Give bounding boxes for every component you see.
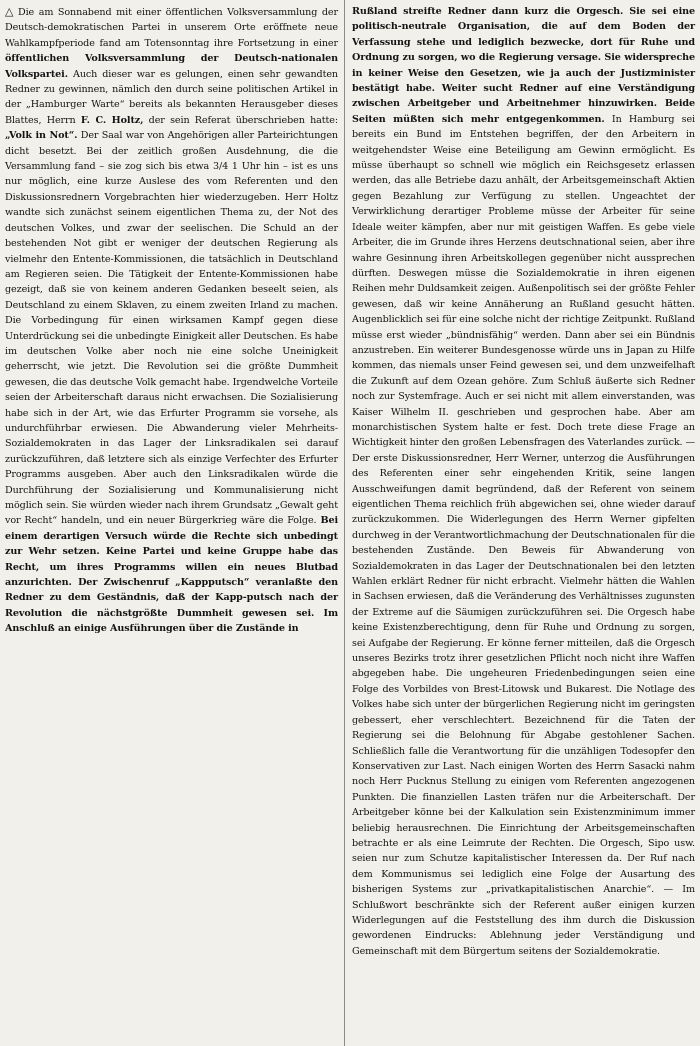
right-column: [352, 4, 695, 959]
intro-text: Die am Sonnabend mit einer öffentlichen Volksversammlung der Deutsch-demokratischen Partei in unserem Orte eröffnete neue Wahlkampfperiode fand am Totensonntag ihre Fortsetzung in einer: [5, 7, 338, 49]
bold-text-right-1: Rußland streifte Redner dann kurz die Orgesch. Sie sei eine politisch-neutrale Organisation, die auf dem Boden der Verfassung stehe und lediglich bezwecke, dort für Ruhe und Ordnung zu sorgen, wo die Regierung versage. Sie widerspreche in keiner Weise den Gesetzen, wie ja auch der Justizminister bestätigt habe. Weiter sucht Redner auf eine Verständigung zwischen Arbeitgeber und Arbeitnehmer hinzuwirken. Beide Seiten müßten sich mehr entgegenkommen.: [352, 6, 695, 125]
intro-text-3: der sein Referat überschrieben hatte:: [148, 114, 338, 126]
body-text-right-2: Der erste Diskussionsredner, Herr Werner, unterzog die Ausführungen des Referenten einer sehr eingehenden Kritik, seine langen Ausschweifungen damit begründend, daß der Referent von seinem eigentlichen Thema reichlich früh abgewichen sei, ohne wieder darauf zurückzukommen. Die Widerlegungen des Herrn Werner gipfelten durchweg in der Verantwortlichmachung der Deutschnationalen für die bestehenden Zustände. Den Beweis für Abwanderung von Sozialdemokraten in das Lager der Deutschnationalen bei den letzten Wahlen erklärt Redner für nicht erbracht. Vielmehr hätten die Wahlen in Sachsen erwiesen, daß die Veränderung des Verhältnisses zugunsten der Extreme auf die Säumigen zurückzuführen sei. Die Orgesch habe keine Existenzberechtigung, denn für Ruhe und Ordnung zu sorgen, sei Aufgabe der Regierung. Er könne ferner mitteilen, daß die Orgesch unseres Bezirks trotz ihrer gesetzlichen Pflicht noch nicht ihre Waffen abgegeben habe. Die ungeheuren Friedenbedingungen seien eine Folge des Vorbildes von Brest-Litowsk und Bukarest. Die Notlage des Volkes habe sich unter der bürgerlichen Regierung nicht im geringsten gebessert, eher verschlechtert. Bezeichnend für die Taten der Regierung sei die Belohnung für Abgabe gestohlener Sachen. Schließlich falle die Verantwortung für die unzähligen Todesopfer den Konservativen zur Last. Nach einigen Worten des Herrn Sasacki nahm noch Herr Pucknus Stellung zu einigen vom Referenten angezogenen Punkten. Die finanziellen Lasten träfen nur die Arbeiterschaft. Der Arbeitgeber könne bei der Kalkulation sein Existenzminimum immer beliebig herausrechnen. Die Einrichtung der Arbeitsgemeinschaften betrachte er als eine Leimrute der Rechten. Die Orgesch, Sipo usw. seien nur zum Schutze kapitalistischer Interessen da. Der Ruf nach dem Kommunismus sei lediglich eine Folge der Ausartung des bisherigen Systems zur „privatkapitalistischen Anarchie“.: [352, 452, 695, 896]
body-text-right-3: Im Schlußwort beschränkte sich der Referent außer einigen kurzen Widerlegungen auf die Feststellung des ihm durch die Diskussion gewordenen Eindrucks: Ablehnung jeder Verständigung und Gemeinschaft mit dem Bürgertum seitens der Sozialdemokratie.: [352, 884, 695, 957]
intro-text-2: Auch dieser war es gelungen, einen sehr gewandten Redner zu gewinnen, nämlich den durch seine politischen Artikel in der „Hamburger Warte“ bereits als bekannten Herausgeber dieses Blattes, Herrn: [5, 68, 338, 126]
body-text-left: Der Saal war von Angehörigen aller Parteirichtungen dicht besetzt. Bei der zeitlich großen Ausdehnung, die die Versammlung fand – sie zog sich bis etwa 3/4 1 Uhr hin – ist es uns nur möglich, eine kurze Auslese des vom Referenten und den Diskussionsrednern Vorgebrachten hier wiederzugeben. Herr Holtz wandte sich zunächst seinem eigentlichen Thema zu, der Not des deutschen Volkes, und zwar der seelischen. Die Schuld an der bestehenden Not gibt er weniger der deutschen Regierung als vielmehr den Entente-Kommissionen, die tatsächlich in Deutschland am Regieren seien. Die Tätigkeit der Entente-Kommissionen habe gezeigt, daß sie von keinem anderen Gedanken beseelt seien, als Deutschland zu einem Sklaven, zu einem zweiten Irland zu machen. Die Vorbedingung für einen wirksamen Kampf gegen diese Unterdrückung sei die unbedingte Einigkeit aller Deutschen. Es habe im deutschen Volke aber noch nie eine solche Uneinigkeit geherrscht, wie jetzt. Die Revolution sei die größte Dummheit gewesen, die das deutsche Volk gemacht habe. Irgendwelche Vorteile seien der Arbeiterschaft daraus nicht erwachsen. Die Sozialisierung habe sich in der Art, wie das Erfurter Programm sie vorsehe, als undurchführbar erwiesen. Die Abwanderung vieler Mehrheits-Sozialdemokraten in das Lager der Linksradikalen sei darauf zurückzuführen, daß letztere sich als einzige Verfechter des Erfurter Programms ausgeben. Aber auch den Linksradikalen würde die Durchführung der Sozialisierung und Kommunalisierung nicht möglich sein. Sie würden wieder nach ihrem Grundsatz „Gewalt geht vor Recht“ handeln, und ein neuer Bürgerkrieg wäre die Folge.: [5, 130, 339, 527]
right-paragraph: Rußland streifte Redner dann kurz die Orgesch. Sie sei eine politisch-neutrale Organisation, die auf dem Boden der Verfassung stehe und lediglich bezwecke, dort für Ruhe und Ordnung zu sorgen, wo die Regierung versage. Sie widerspreche in keiner Weise den Gesetzen, wie ja auch der Justizminister bestätigt habe. Weiter sucht Redner auf eine Verständigung zwischen Arbeitgeber und Arbeitnehmer hinzuwirken. Beide Seiten müßten sich mehr entgegenkommen. In Hamburg sei bereits ein Bund im Entstehen begriffen, der den Arbeitern in weitgehendster Weise eine Beteiligung am Gewinn ermöglicht. Es müsse überhaupt so schnell wie möglich ein Reichsgesetz erlassen werden, das alle Betriebe dazu anhält, der Arbeitsgemeinschaft Aktien gegen Bezahlung zur Verfügung zu stellen. Ungeachtet der Verwirklichung derartiger Probleme müsse der Arbeiter für seine Ideale weiter kämpfen, aber nur mit geistigen Waffen. Es gebe viele Arbeiter, die im Grunde ihres Herzens deutschnational seien, aber ihre wahre Gesinnung ihren Arbeitskollegen gegenüber nicht aussprechen dürften. Deswegen müsse die Sozialdemokratie in ihren eigenen Reihen mehr Duldsamkeit zeigen. Außenpolitisch sei der größte Fehler gewesen, daß wir keine Annäherung an Rußland gesucht hätten. Augenblicklich sei für eine solche nicht der richtige Zeitpunkt. Rußland müsse erst wieder „bündnisfähig“ werden. Dann aber sei ein Bündnis anzustreben. Ein weiterer Bundesgenosse würde uns in Japan zu Hilfe kommen, das niemals unser Feind gewesen sei, und dem unzweifelhaft die Zukunft auf dem Ozean gehöre. Zum Schluß äußerte sich Redner noch zur Systemfrage. Auch er sei nicht mit allem einverstanden, was Kaiser Wilhelm II. geschrieben und gesprochen habe. Aber am monarchistischen System halte er fest. Doch trete diese Frage an Wichtigkeit hinter den großen Lebensfragen des Vaterlandes zurück. — Der erste Diskussionsredner, Herr Werner, unterzog die Ausführungen des Referenten einer sehr eingehenden Kritik, seine langen Ausschweifungen damit begründend, daß der Referent von seinem eigentlichen Thema reichlich früh abgewichen sei, ohne wieder darauf zurückzukommen. Die Widerlegungen des Herrn Werner gipfelten durchweg in der Verantwortlichmachung der Deutschnationalen für die bestehenden Zustände. Den Beweis für Abwanderung von Sozialdemokraten in das Lager der Deutschnationalen bei den letzten Wahlen erklärt Redner für nicht erbracht. Vielmehr hätten die Wahlen in Sachsen erwiesen, daß die Veränderung des Verhältnisses zugunsten der Extreme auf die Säumigen zurückzuführen sei. Die Orgesch habe keine Existenzberechtigung, denn für Ruhe und Ordnung zu sorgen, sei Aufgabe der Regierung. Er könne ferner mitteilen, daß die Orgesch unseres Bezirks trotz ihrer gesetzlichen Pflicht noch nicht ihre Waffen abgegeben habe. Die ungeheuren Friedenbedingungen seien eine Folge des Vorbildes von Brest-Litowsk und Bukarest. Die Notlage des Volkes habe sich unter der bürgerlichen Regierung nicht im geringsten gebessert, eher verschlechtert. Bezeichnend für die Taten der Regierung sei die Belohnung für Abgabe gestohlener Sachen. Schließlich falle die Verantwortung für die unzähligen Todesopfer den Konservativen zur Last. Nach einigen Worten des Herrn Sasacki nahm noch Herr Pucknus Stellung zu einigen vom Referenten angezogenen Punkten. Die finanziellen Lasten träfen nur die Arbeiterschaft. Der Arbeitgeber könne bei der Kalkulation sein Existenzminimum immer beliebig herausrechnen. Die Einrichtung der Arbeitsgemeinschaften betrachte er als eine Leimrute der Rechten. Die Orgesch, Sipo usw. seien nur zum Schutze kapitalistischer Interessen da. Der Ruf nach dem Kommunismus sei lediglich eine Folge der Ausartung des bisherigen Systems zur „privatkapitalistischen Anarchie“. — Im Schlußwort beschränkte sich der Referent außer einigen kurzen Widerlegungen auf die Feststellung des ihm durch die Diskussion gewordenen Eindrucks: Ablehnung jeder Verständigung und Gemeinschaft mit dem Bürgertum seitens der Sozialdemokratie.: [352, 6, 695, 957]
left-paragraph: [5, 4, 338, 637]
event-title: öffentlichen Volksversammlung der Deutsch-nationalen Volkspartei.: [5, 53, 338, 80]
section-marker: △: [5, 5, 15, 18]
column-divider: [344, 0, 345, 1046]
left-column: [5, 4, 338, 637]
bold-text-left: Bei einem derartigen Versuch würde die Rechte sich unbedingt zur Wehr setzen. Keine Partei und keine Gruppe habe das Recht, um ihres Programms willen ein neues Blutbad anzurichten. Der Zwischenruf „Kappputsch“ veranlaßte den Redner zu dem Geständnis, daß der Kapp-putsch nach der Revolution die nächstgrößte Dummheit gewesen sei. Im Anschluß an einige Ausführungen über die Zustände in: [5, 515, 338, 635]
speaker-name: F. C. Holtz,: [80, 114, 144, 126]
body-text-right-1: In Hamburg sei bereits ein Bund im Entstehen begriffen, der den Arbeitern in weitgehendster Weise eine Beteiligung am Gewinn ermöglicht. Es müsse überhaupt so schnell wie möglich ein Reichsgesetz erlassen werden, das alle Betriebe dazu anhält, der Arbeitsgemeinschaft Aktien gegen Bezahlung zur Verfügung zu stellen. Ungeachtet der Verwirklichung derartiger Probleme müsse der Arbeiter für seine Ideale weiter kämpfen, aber nur mit geistigen Waffen. Es gebe viele Arbeiter, die im Grunde ihres Herzens deutschnational seien, aber ihre wahre Gesinnung ihren Arbeitskollegen gegenüber nicht aussprechen dürften. Deswegen müsse die Sozialdemokratie in ihren eigenen Reihen mehr Duldsamkeit zeigen. Außenpolitisch sei der größte Fehler gewesen, daß wir keine Annäherung an Rußland gesucht hätten. Augenblicklich sei für eine solche nicht der richtige Zeitpunkt. Rußland müsse erst wieder „bündnisfähig“ werden. Dann aber sei ein Bündnis anzustreben. Ein weiterer Bundesgenosse würde uns in Japan zu Hilfe kommen, das niemals unser Feind gewesen sei, und dem unzweifelhaft die Zukunft auf dem Ozean gehöre. Zum Schluß äußerte sich Redner noch zur Systemfrage. Auch er sei nicht mit allem einverstanden, was Kaiser Wilhelm II. geschrieben und gesprochen habe. Aber am monarchistischen System halte er fest. Doch trete diese Frage an Wichtigkeit hinter den großen Lebensfragen des Vaterlandes zurück.: [352, 113, 695, 449]
lecture-title: „Volk in Not“.: [5, 130, 78, 142]
